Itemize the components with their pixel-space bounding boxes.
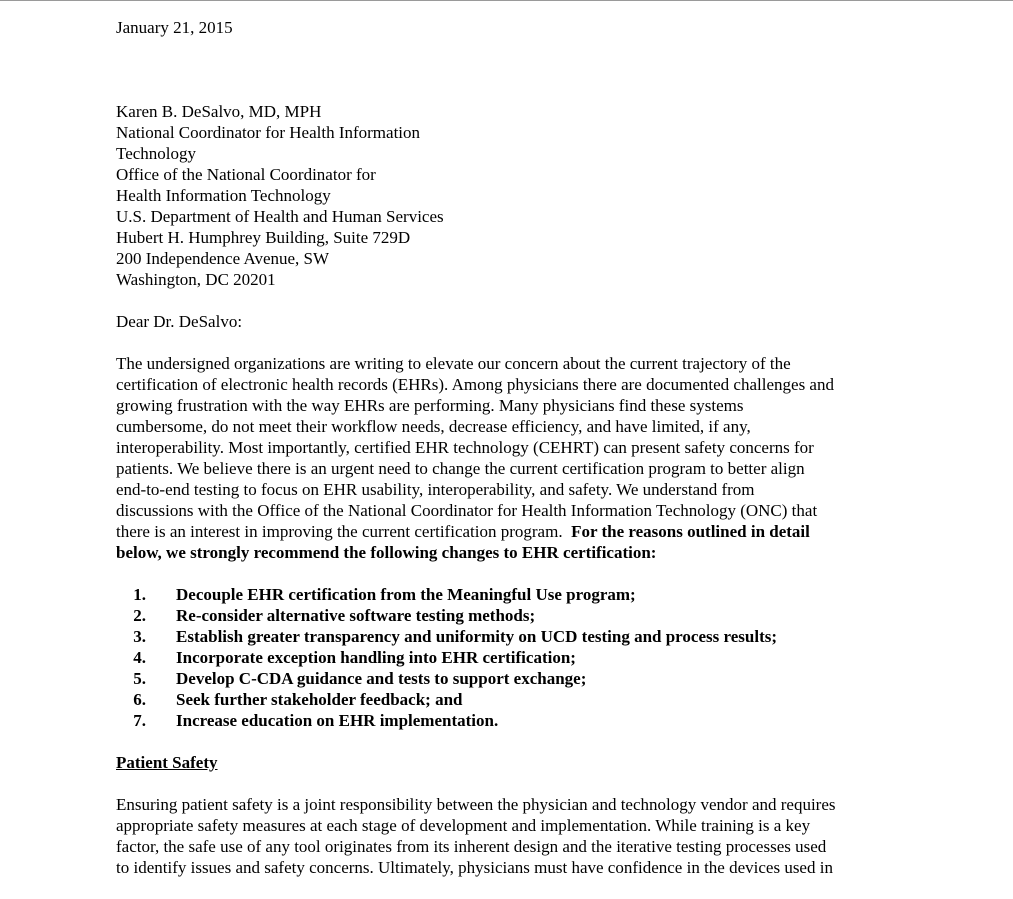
list-item-number: 1. — [133, 585, 146, 604]
list-item-text: Re-consider alternative software testing methods; — [176, 606, 536, 625]
list-item-text: Seek further stakeholder feedback; and — [176, 690, 463, 709]
paragraph-line: cumbersome, do not meet their workflow needs, decrease efficiency, and have limited, if any, — [116, 417, 751, 436]
address-line: Hubert H. Humphrey Building, Suite 729D — [116, 228, 411, 247]
list-item — [116, 584, 1006, 605]
list-item-number: 2. — [133, 606, 146, 625]
list-item — [116, 647, 1006, 668]
recipient-address-block — [116, 101, 1006, 290]
address-line: Office of the National Coordinator for — [116, 165, 376, 184]
paragraph-line: end-to-end testing to focus on EHR usability, interoperability, and safety. We understand from — [116, 480, 755, 499]
recommendations-list — [116, 584, 1006, 731]
address-line: Karen B. DeSalvo, MD, MPH — [116, 102, 322, 121]
list-item-text: Develop C-CDA guidance and tests to support exchange; — [176, 669, 587, 688]
list-item-number: 3. — [133, 627, 146, 646]
paragraph-line: appropriate safety measures at each stage of development and implementation. While training is a key — [116, 816, 811, 835]
list-item — [116, 668, 1006, 689]
address-line: National Coordinator for Health Information — [116, 123, 421, 142]
list-item-text: Establish greater transparency and uniformity on UCD testing and process results; — [176, 627, 778, 646]
list-item-number: 5. — [133, 669, 146, 688]
address-line: Washington, DC 20201 — [116, 270, 276, 289]
letter-date: January 21, 2015 — [116, 18, 233, 37]
salutation: Dear Dr. DeSalvo: — [116, 312, 243, 331]
address-line: Technology — [116, 144, 197, 163]
page-top-border — [0, 0, 1013, 1]
list-item-number: 4. — [133, 648, 146, 667]
paragraph-line-mixed — [116, 521, 1006, 542]
paragraph-text-plain: there is an interest in improving the current certification program. — [116, 522, 572, 541]
paragraph-line-bold: below, we strongly recommend the following changes to EHR certification: — [116, 543, 657, 562]
address-line: U.S. Department of Health and Human Services — [116, 207, 444, 226]
paragraph-text-bold: For the reasons outlined in detail — [571, 522, 810, 541]
list-item — [116, 710, 1006, 731]
letter-page — [116, 17, 1006, 899]
list-item-number: 6. — [133, 690, 146, 709]
list-item — [116, 689, 1006, 710]
paragraph-line: Ensuring patient safety is a joint responsibility between the physician and technology vendor and requires — [116, 795, 836, 814]
address-line: Health Information Technology — [116, 186, 331, 205]
paragraph-line: The undersigned organizations are writing to elevate our concern about the current trajectory of the — [116, 354, 791, 373]
address-line: 200 Independence Avenue, SW — [116, 249, 330, 268]
paragraph-line: interoperability. Most importantly, certified EHR technology (CEHRT) can present safety concerns for — [116, 438, 814, 457]
paragraph-line: certification of electronic health records (EHRs). Among physicians there are documented challenges and — [116, 375, 834, 394]
paragraph-line: discussions with the Office of the National Coordinator for Health Information Technology (ONC) that — [116, 501, 818, 520]
paragraph-line: factor, the safe use of any tool originates from its inherent design and the iterative testing processes used — [116, 837, 827, 856]
paragraph-line: to identify issues and safety concerns. Ultimately, physicians must have confidence in the devices used in — [116, 858, 833, 877]
list-item-text: Increase education on EHR implementation. — [176, 711, 499, 730]
intro-paragraph — [116, 353, 1006, 563]
patient-safety-paragraph — [116, 794, 1006, 878]
section-heading-patient-safety: Patient Safety — [116, 753, 218, 772]
list-item-number: 7. — [133, 711, 146, 730]
paragraph-line: patients. We believe there is an urgent need to change the current certification program to better align — [116, 459, 805, 478]
list-item-text: Decouple EHR certification from the Meaningful Use program; — [176, 585, 636, 604]
list-item — [116, 626, 1006, 647]
paragraph-line: growing frustration with the way EHRs are performing. Many physicians find these systems — [116, 396, 744, 415]
list-item-text: Incorporate exception handling into EHR certification; — [176, 648, 576, 667]
list-item — [116, 605, 1006, 626]
